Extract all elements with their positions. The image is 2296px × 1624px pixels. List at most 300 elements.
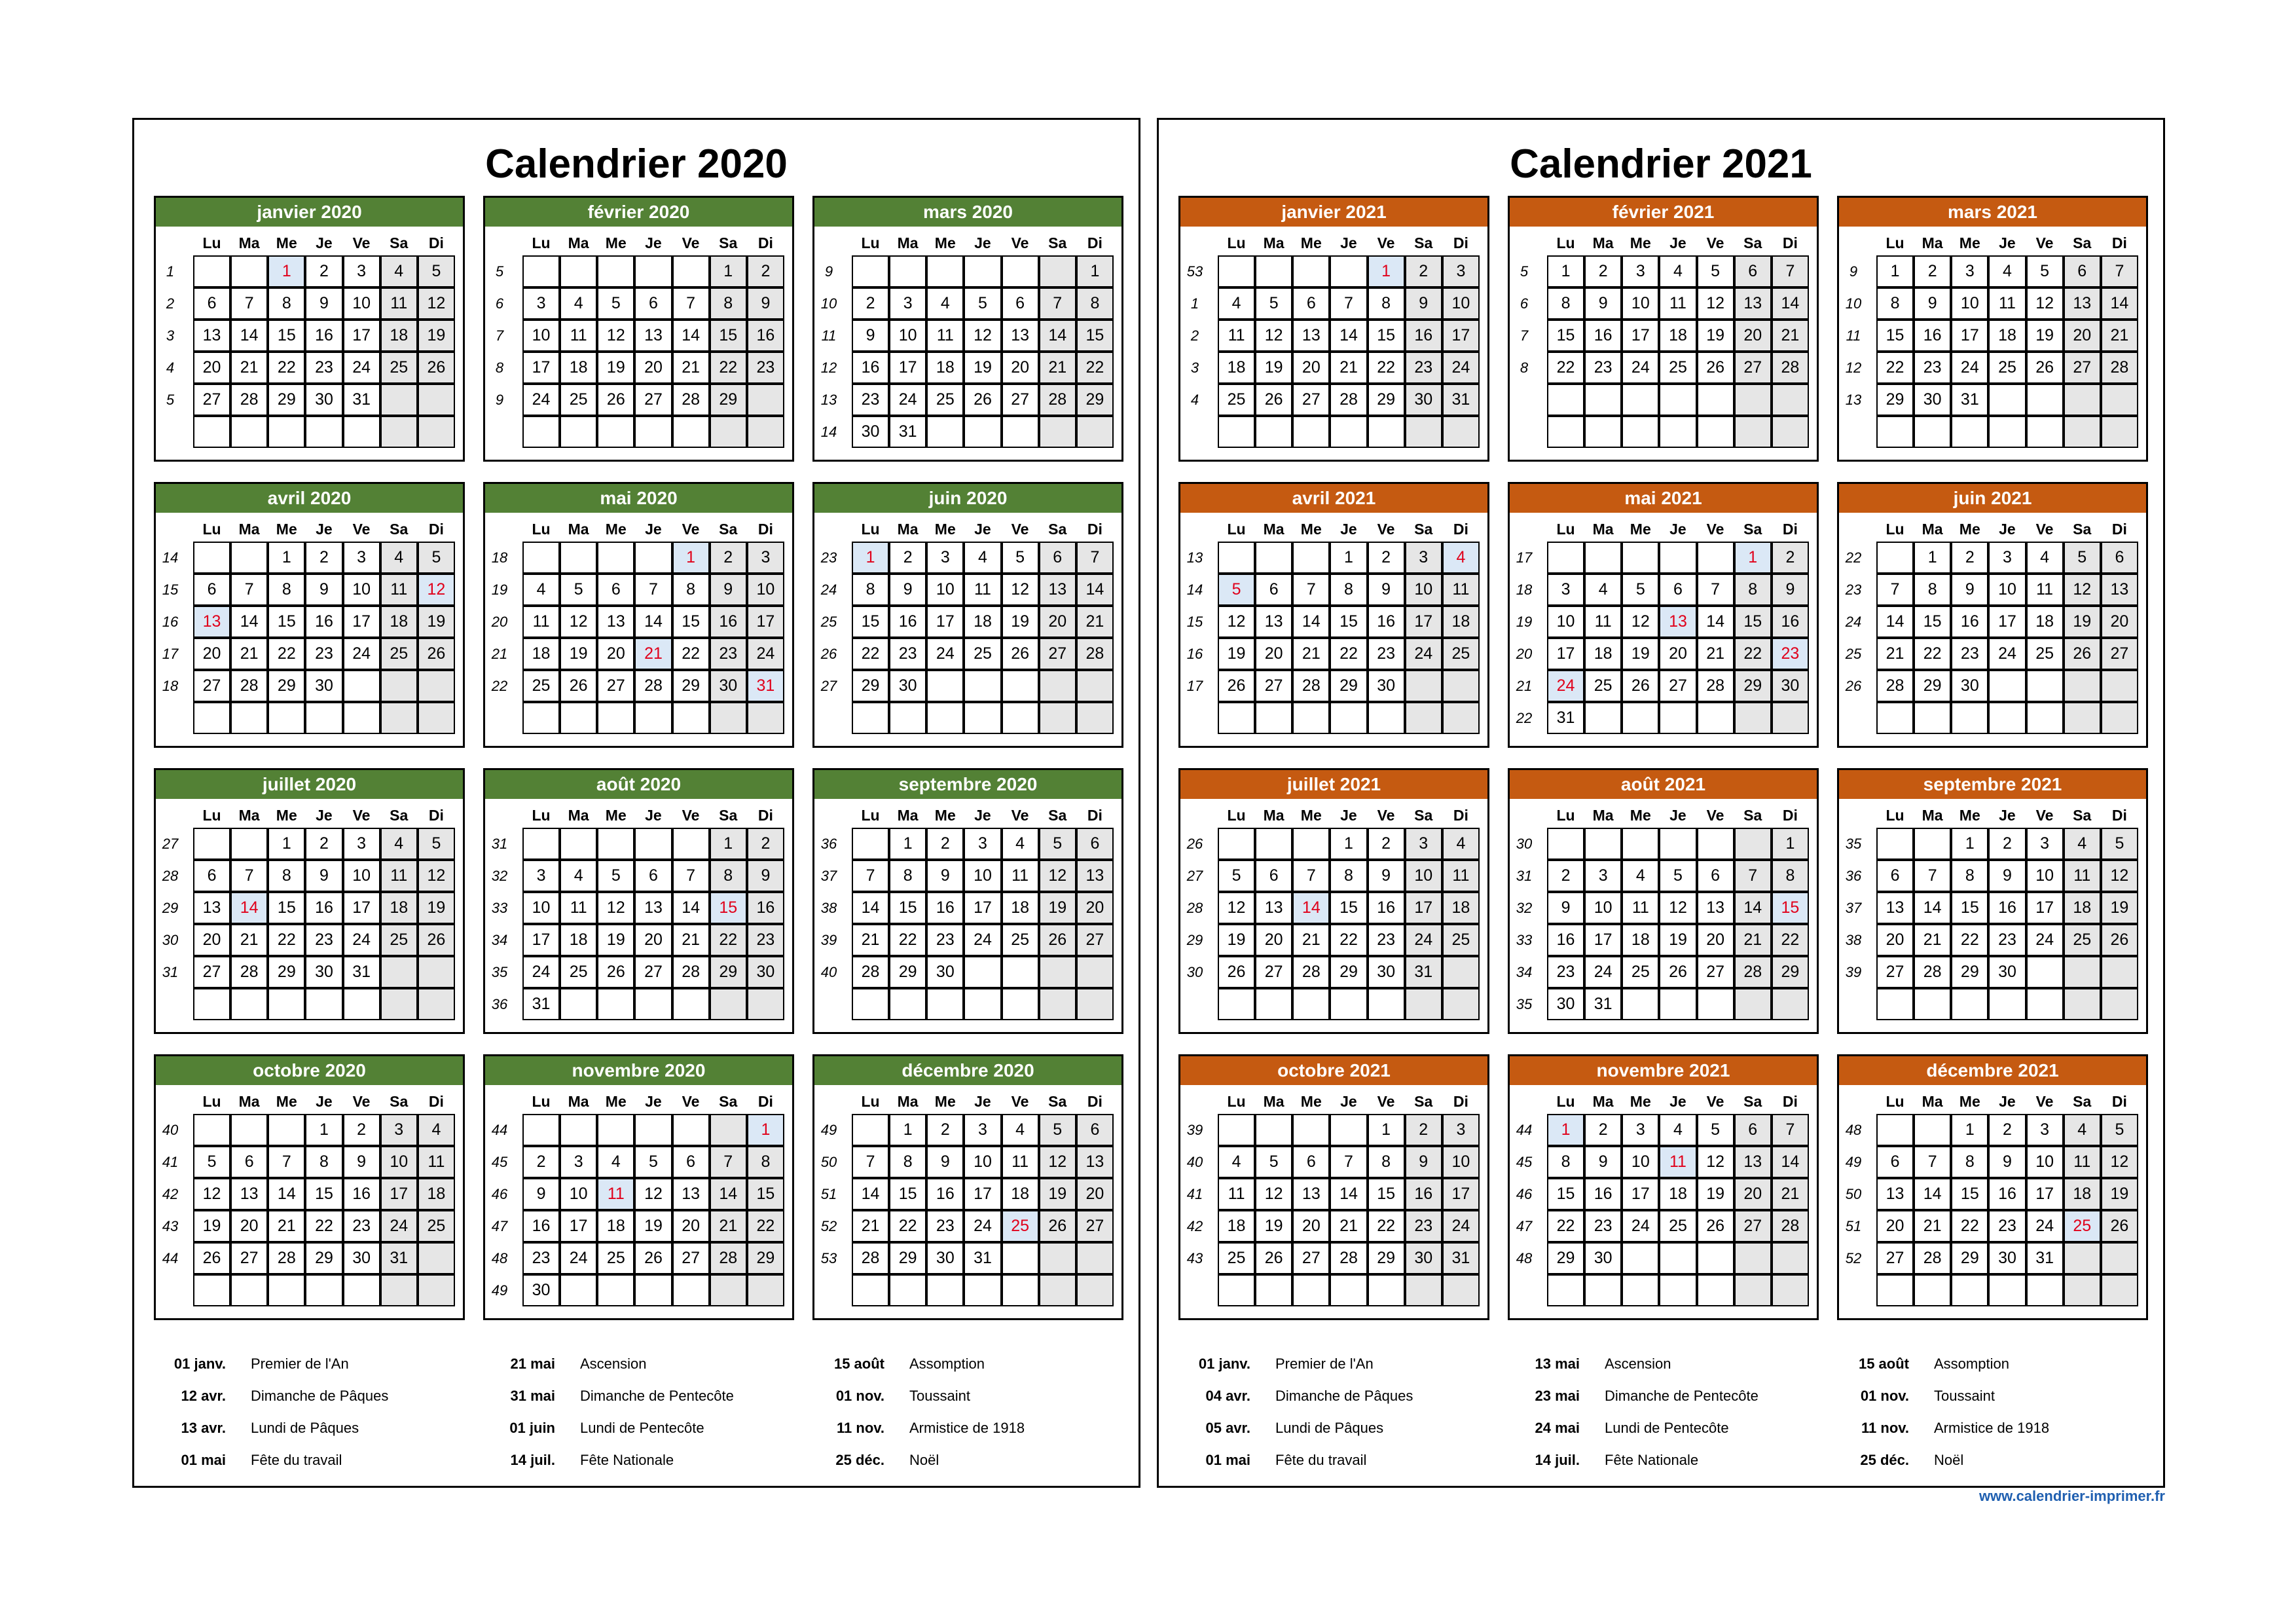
day-cell: 16 — [343, 1178, 380, 1210]
empty-day-cell — [1218, 542, 1255, 574]
day-cell: 8 — [1076, 287, 1114, 320]
empty-day-cell — [1218, 1114, 1255, 1146]
holiday-date: 01 janv. — [173, 1356, 226, 1372]
day-cell: 20 — [193, 638, 230, 670]
month-block — [483, 1054, 794, 1320]
week-number: 40 — [162, 1122, 179, 1138]
day-cell: 26 — [1697, 1210, 1734, 1242]
empty-day-cell — [2101, 1274, 2138, 1306]
week-number: 52 — [1845, 1250, 1862, 1266]
week-number: 17 — [1186, 678, 1203, 694]
month-header: mars 2021 — [1839, 198, 2146, 227]
weekday-header: Di — [1782, 234, 1798, 251]
day-cell: 13 — [634, 892, 672, 924]
weekday-header: Ma — [897, 1093, 919, 1110]
week-number: 27 — [820, 678, 837, 694]
day-cell: 31 — [343, 956, 380, 988]
week-number: 53 — [1186, 263, 1203, 280]
day-cell: 19 — [1218, 924, 1255, 956]
weekday-header: Je — [1340, 1093, 1357, 1110]
weekday-header: Di — [1087, 1093, 1102, 1110]
day-cell: 21 — [230, 924, 268, 956]
weekday-header: Lu — [861, 234, 880, 251]
day-cell: 27 — [1255, 670, 1292, 702]
website-footer[interactable]: www.calendrier-imprimer.fr — [1978, 1488, 2165, 1504]
day-cell: 17 — [964, 892, 1001, 924]
day-cell: 11 — [380, 287, 418, 320]
day-cell: 27 — [1039, 638, 1076, 670]
empty-day-cell — [2064, 988, 2101, 1020]
weekday-header: Lu — [202, 807, 221, 824]
empty-day-cell — [1547, 1274, 1584, 1306]
empty-day-cell — [1914, 1274, 1951, 1306]
day-cell: 15 — [710, 320, 747, 352]
empty-day-cell — [2101, 702, 2138, 734]
day-cell: 28 — [1914, 1242, 1951, 1274]
day-cell: 12 — [634, 1178, 672, 1210]
week-number: 41 — [1186, 1186, 1203, 1202]
month-block — [1837, 482, 2148, 748]
day-cell: 13 — [1292, 320, 1330, 352]
day-cell: 1 — [1076, 255, 1114, 287]
empty-day-cell — [747, 416, 784, 448]
day-cell: 31 — [1951, 384, 1988, 416]
day-cell: 16 — [926, 1178, 964, 1210]
day-cell: 31 — [2026, 1242, 2064, 1274]
weekday-header: Lu — [1556, 234, 1575, 251]
day-cell: 23 — [1988, 924, 2026, 956]
weekday-header: Sa — [2073, 807, 2092, 824]
week-number: 7 — [1520, 327, 1529, 344]
day-cell: 25 — [418, 1210, 455, 1242]
day-cell: 31 — [1442, 384, 1480, 416]
day-cell: 27 — [672, 1242, 710, 1274]
day-cell: 20 — [2064, 320, 2101, 352]
day-cell: 1 — [889, 1114, 926, 1146]
weekday-header: Lu — [532, 1093, 551, 1110]
day-cell: 19 — [1002, 606, 1039, 638]
weekday-header: Me — [605, 1093, 627, 1110]
day-cell: 28 — [1697, 670, 1734, 702]
day-cell: 9 — [747, 287, 784, 320]
day-cell: 22 — [1330, 638, 1367, 670]
week-number: 24 — [820, 581, 837, 598]
weekday-header: Je — [1340, 807, 1357, 824]
day-cell: 21 — [1039, 352, 1076, 384]
empty-day-cell — [1255, 416, 1292, 448]
empty-day-cell — [1255, 828, 1292, 860]
empty-day-cell — [1039, 988, 1076, 1020]
weekday-header: Ma — [1922, 521, 1943, 538]
day-cell: 6 — [1002, 287, 1039, 320]
empty-day-cell — [597, 416, 634, 448]
empty-day-cell — [710, 416, 747, 448]
empty-day-cell — [710, 1114, 747, 1146]
day-cell: 6 — [1255, 860, 1292, 892]
day-cell: 30 — [343, 1242, 380, 1274]
holiday-day-cell: 25 — [1002, 1210, 1039, 1242]
weekday-header: Lu — [1227, 807, 1246, 824]
day-cell: 31 — [522, 988, 560, 1020]
day-cell: 6 — [634, 287, 672, 320]
holiday-name: Fête Nationale — [1605, 1452, 1699, 1468]
holiday-date: 15 août — [833, 1356, 884, 1372]
empty-day-cell — [852, 255, 889, 287]
weekday-header: Lu — [202, 234, 221, 251]
day-cell: 11 — [1988, 287, 2026, 320]
day-cell: 30 — [305, 670, 342, 702]
day-cell: 5 — [2026, 255, 2064, 287]
day-cell: 16 — [1547, 924, 1584, 956]
weekday-header: Ma — [897, 521, 919, 538]
day-cell: 18 — [1218, 352, 1255, 384]
day-cell: 12 — [1255, 1178, 1292, 1210]
empty-day-cell — [1255, 542, 1292, 574]
week-number: 8 — [1520, 360, 1529, 376]
month-header: décembre 2021 — [1839, 1056, 2146, 1085]
day-cell: 4 — [380, 255, 418, 287]
day-cell: 22 — [1547, 1210, 1584, 1242]
day-cell: 8 — [1547, 1146, 1584, 1178]
day-cell: 14 — [852, 1178, 889, 1210]
weekday-header: Di — [428, 807, 444, 824]
week-number: 34 — [1516, 964, 1533, 980]
day-cell: 29 — [1368, 1242, 1405, 1274]
holiday-day-cell: 11 — [1659, 1146, 1696, 1178]
empty-day-cell — [964, 702, 1001, 734]
day-cell: 29 — [1772, 956, 1809, 988]
day-cell: 18 — [597, 1210, 634, 1242]
week-number: 3 — [166, 327, 175, 344]
week-number — [1842, 416, 1865, 448]
day-cell: 7 — [1292, 860, 1330, 892]
day-cell: 19 — [1039, 1178, 1076, 1210]
day-cell: 22 — [1951, 1210, 1988, 1242]
empty-day-cell — [1951, 416, 1988, 448]
day-cell: 17 — [1405, 606, 1442, 638]
week-number: 17 — [162, 646, 179, 662]
day-cell: 13 — [597, 606, 634, 638]
empty-day-cell — [380, 702, 418, 734]
empty-day-cell — [1622, 1274, 1659, 1306]
empty-day-cell — [2026, 702, 2064, 734]
day-cell: 22 — [268, 352, 305, 384]
day-cell: 13 — [230, 1178, 268, 1210]
day-cell: 10 — [1442, 287, 1480, 320]
day-cell: 10 — [2026, 860, 2064, 892]
day-cell: 27 — [1876, 956, 1914, 988]
day-cell: 16 — [1951, 606, 1988, 638]
day-cell: 16 — [1988, 1178, 2026, 1210]
weekday-header: Ma — [238, 1093, 260, 1110]
week-number: 10 — [1845, 295, 1862, 312]
empty-day-cell — [1292, 1114, 1330, 1146]
day-cell: 19 — [2064, 606, 2101, 638]
week-number — [488, 702, 511, 734]
day-cell: 7 — [1914, 860, 1951, 892]
empty-day-cell — [964, 416, 1001, 448]
day-cell: 22 — [268, 638, 305, 670]
empty-day-cell — [1330, 1274, 1367, 1306]
week-number: 48 — [1516, 1250, 1533, 1266]
week-number — [158, 702, 182, 734]
day-cell: 14 — [672, 892, 710, 924]
week-number: 49 — [820, 1122, 837, 1138]
day-cell: 24 — [747, 638, 784, 670]
empty-day-cell — [1292, 542, 1330, 574]
day-cell: 24 — [522, 956, 560, 988]
day-cell: 30 — [1405, 1242, 1442, 1274]
day-cell: 17 — [522, 352, 560, 384]
day-cell: 23 — [1547, 956, 1584, 988]
day-cell: 10 — [964, 860, 1001, 892]
weekday-header: Me — [934, 234, 956, 251]
holiday-date: 31 mai — [510, 1388, 555, 1404]
day-cell: 12 — [1039, 1146, 1076, 1178]
day-cell: 6 — [1734, 255, 1772, 287]
week-number: 22 — [1845, 549, 1862, 566]
week-number: 2 — [1190, 327, 1199, 344]
day-cell: 26 — [418, 924, 455, 956]
holiday-day-cell: 15 — [710, 892, 747, 924]
day-cell: 30 — [1914, 384, 1951, 416]
holiday-name: Ascension — [1605, 1356, 1671, 1372]
holiday-name: Fête Nationale — [580, 1452, 674, 1468]
empty-day-cell — [1442, 416, 1480, 448]
day-cell: 12 — [2026, 287, 2064, 320]
day-cell: 30 — [926, 956, 964, 988]
weekday-header: Sa — [1414, 521, 1433, 538]
empty-day-cell — [1218, 255, 1255, 287]
empty-day-cell — [1697, 702, 1734, 734]
day-cell: 19 — [2101, 1178, 2138, 1210]
day-cell: 23 — [305, 638, 342, 670]
empty-day-cell — [1405, 416, 1442, 448]
day-cell: 3 — [522, 860, 560, 892]
weekday-header: Ma — [568, 807, 589, 824]
day-cell: 24 — [1988, 638, 2026, 670]
day-cell: 31 — [1547, 702, 1584, 734]
weekday-header: Lu — [532, 521, 551, 538]
empty-day-cell — [2064, 384, 2101, 416]
day-cell: 17 — [1988, 606, 2026, 638]
empty-day-cell — [1697, 828, 1734, 860]
empty-day-cell — [418, 670, 455, 702]
weekday-header: Me — [934, 1093, 956, 1110]
empty-day-cell — [2064, 416, 2101, 448]
weekday-header: Me — [1630, 1093, 1651, 1110]
day-cell: 26 — [193, 1242, 230, 1274]
day-cell: 17 — [2026, 1178, 2064, 1210]
day-cell: 30 — [1368, 670, 1405, 702]
month-header: septembre 2020 — [814, 770, 1121, 799]
weekday-header: Lu — [861, 807, 880, 824]
day-cell: 7 — [268, 1146, 305, 1178]
empty-day-cell — [1547, 416, 1584, 448]
day-cell: 16 — [1584, 320, 1622, 352]
empty-day-cell — [1772, 1274, 1809, 1306]
week-number: 22 — [1516, 710, 1533, 726]
weekday-header: Me — [934, 521, 956, 538]
holiday-date: 23 mai — [1535, 1388, 1580, 1404]
empty-day-cell — [1330, 255, 1367, 287]
day-cell: 10 — [380, 1146, 418, 1178]
day-cell: 22 — [1547, 352, 1584, 384]
day-cell: 16 — [926, 892, 964, 924]
empty-day-cell — [634, 1114, 672, 1146]
empty-day-cell — [380, 670, 418, 702]
day-cell: 4 — [2064, 1114, 2101, 1146]
day-cell: 30 — [522, 1274, 560, 1306]
day-cell: 22 — [1876, 352, 1914, 384]
week-number: 20 — [491, 614, 508, 630]
holiday-name: Ascension — [580, 1356, 647, 1372]
day-cell: 24 — [1951, 352, 1988, 384]
week-number — [1842, 988, 1865, 1020]
day-cell: 4 — [522, 574, 560, 606]
month-block — [812, 768, 1123, 1034]
day-cell: 17 — [522, 924, 560, 956]
empty-day-cell — [1772, 384, 1809, 416]
month-header: juillet 2021 — [1180, 770, 1487, 799]
empty-day-cell — [1988, 988, 2026, 1020]
empty-day-cell — [193, 416, 230, 448]
day-cell: 18 — [1659, 320, 1696, 352]
day-cell: 8 — [1772, 860, 1809, 892]
holiday-name: Lundi de Pentecôte — [1605, 1420, 1729, 1436]
day-cell: 30 — [889, 670, 926, 702]
day-cell: 22 — [1076, 352, 1114, 384]
day-cell: 30 — [710, 670, 747, 702]
day-cell: 14 — [852, 892, 889, 924]
empty-day-cell — [343, 702, 380, 734]
calendar-panel-1 — [132, 118, 1140, 1488]
day-cell: 28 — [1772, 1210, 1809, 1242]
empty-day-cell — [852, 1114, 889, 1146]
empty-day-cell — [305, 702, 342, 734]
empty-day-cell — [193, 828, 230, 860]
weekday-header: Je — [974, 1093, 991, 1110]
month-block — [1508, 1054, 1819, 1320]
day-cell: 2 — [522, 1146, 560, 1178]
empty-day-cell — [672, 988, 710, 1020]
day-cell: 13 — [1292, 1178, 1330, 1210]
week-number: 21 — [1516, 678, 1533, 694]
day-cell: 24 — [343, 638, 380, 670]
day-cell: 21 — [1772, 1178, 1809, 1210]
day-cell: 29 — [1734, 670, 1772, 702]
week-number: 18 — [491, 549, 508, 566]
day-cell: 26 — [1218, 670, 1255, 702]
day-cell: 9 — [305, 574, 342, 606]
day-cell: 6 — [1292, 287, 1330, 320]
month-header: janvier 2021 — [1180, 198, 1487, 227]
weekday-header: Ve — [682, 234, 700, 251]
weekday-header: Je — [974, 807, 991, 824]
holiday-day-cell: 1 — [268, 255, 305, 287]
day-cell: 20 — [634, 924, 672, 956]
month-block — [1837, 768, 2148, 1034]
day-cell: 23 — [926, 1210, 964, 1242]
month-block — [1837, 1054, 2148, 1320]
empty-day-cell — [2026, 416, 2064, 448]
month-header: mai 2021 — [1510, 484, 1817, 513]
empty-day-cell — [1622, 416, 1659, 448]
empty-day-cell — [1584, 828, 1622, 860]
day-cell: 21 — [1772, 320, 1809, 352]
month-block — [812, 1054, 1123, 1320]
day-cell: 14 — [1914, 892, 1951, 924]
day-cell: 1 — [305, 1114, 342, 1146]
empty-day-cell — [1988, 384, 2026, 416]
month-block — [154, 482, 465, 748]
weekday-header: Je — [1999, 234, 2016, 251]
day-cell: 20 — [1255, 638, 1292, 670]
empty-day-cell — [672, 828, 710, 860]
day-cell: 4 — [1002, 1114, 1039, 1146]
weekday-header: Je — [1999, 807, 2016, 824]
month-block — [812, 482, 1123, 748]
day-cell: 8 — [889, 860, 926, 892]
day-cell: 14 — [710, 1178, 747, 1210]
day-cell: 8 — [1368, 287, 1405, 320]
weekday-header: Ve — [1011, 1093, 1029, 1110]
day-cell: 3 — [926, 542, 964, 574]
day-cell: 18 — [2064, 1178, 2101, 1210]
day-cell: 13 — [193, 892, 230, 924]
day-cell: 8 — [268, 287, 305, 320]
holiday-name: Assomption — [1934, 1356, 2009, 1372]
empty-day-cell — [926, 702, 964, 734]
day-cell: 9 — [1951, 574, 1988, 606]
day-cell: 1 — [268, 542, 305, 574]
holiday-name: Premier de l'An — [1275, 1356, 1374, 1372]
weekday-header: Ve — [352, 807, 371, 824]
holiday-day-cell: 14 — [230, 892, 268, 924]
day-cell: 17 — [889, 352, 926, 384]
weekday-header: Ve — [1377, 1093, 1395, 1110]
empty-day-cell — [1076, 956, 1114, 988]
day-cell: 12 — [2101, 860, 2138, 892]
day-cell: 14 — [634, 606, 672, 638]
day-cell: 17 — [1442, 1178, 1480, 1210]
day-cell: 11 — [418, 1146, 455, 1178]
empty-day-cell — [1951, 1274, 1988, 1306]
week-number: 40 — [820, 964, 837, 980]
weekday-header: Di — [1453, 234, 1468, 251]
day-cell: 8 — [1330, 574, 1367, 606]
day-cell: 20 — [1734, 320, 1772, 352]
holiday-name: Dimanche de Pâques — [1275, 1388, 1413, 1404]
day-cell: 25 — [1988, 352, 2026, 384]
day-cell: 24 — [889, 384, 926, 416]
day-cell: 27 — [2064, 352, 2101, 384]
week-number: 49 — [1845, 1154, 1862, 1170]
empty-day-cell — [1076, 416, 1114, 448]
day-cell: 5 — [597, 287, 634, 320]
day-cell: 8 — [747, 1146, 784, 1178]
weekday-header: Ve — [352, 1093, 371, 1110]
day-cell: 2 — [710, 542, 747, 574]
empty-day-cell — [343, 988, 380, 1020]
day-cell: 8 — [852, 574, 889, 606]
day-cell: 22 — [889, 1210, 926, 1242]
weekday-header: Je — [316, 807, 333, 824]
holiday-day-cell: 1 — [747, 1114, 784, 1146]
weekday-header: Di — [757, 807, 773, 824]
day-cell: 19 — [597, 924, 634, 956]
weekday-header: Ve — [1011, 234, 1029, 251]
